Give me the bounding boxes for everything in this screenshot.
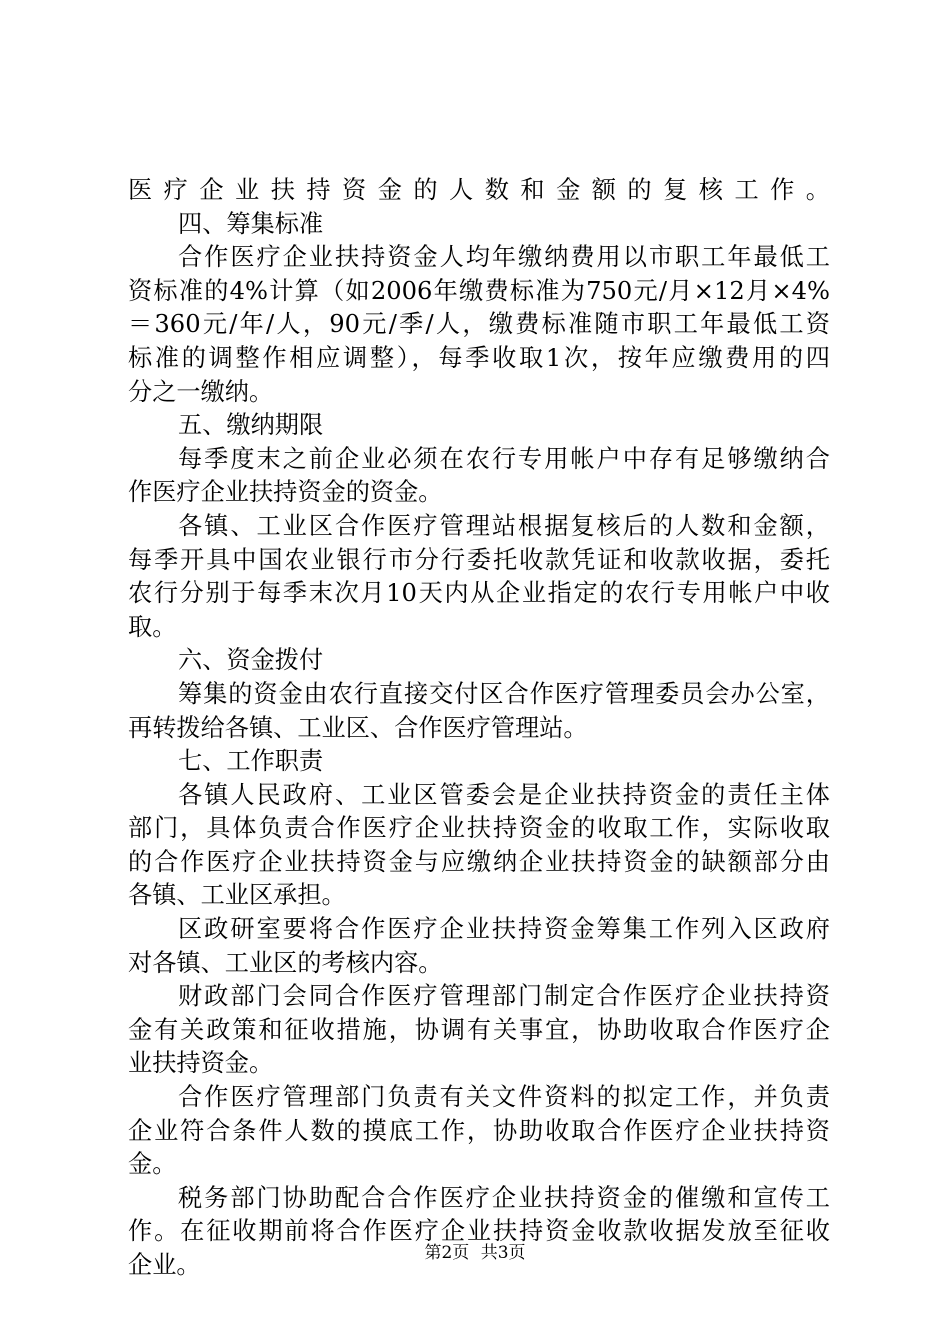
section-heading-6: 六、资金拨付 (178, 646, 324, 675)
text-line: 作。在征收期前将合作医疗企业扶持资金收款收据发放至征收 (128, 1217, 830, 1246)
text-line: 合作医疗企业扶持资金人均年缴纳费用以市职工年最低工 (178, 243, 830, 272)
text-line: 部门，具体负责合作医疗企业扶持资金的收取工作，实际收取 (128, 814, 830, 843)
text-line: 财政部门会同合作医疗管理部门制定合作医疗企业扶持资 (178, 982, 830, 1011)
text-line: 再转拨给各镇、工业区、合作医疗管理站。 (128, 713, 588, 742)
text-line: 税务部门协助配合合作医疗企业扶持资金的催缴和宣传工 (178, 1183, 830, 1212)
page-footer (0, 1242, 950, 1264)
text-line: 区政研室要将合作医疗企业扶持资金筹集工作列入区政府 (178, 915, 830, 944)
document-body (128, 174, 830, 1283)
section-heading-5: 五、缴纳期限 (178, 411, 324, 440)
section-heading-4: 四、筹集标准 (178, 209, 324, 238)
text-line: 对各镇、工业区的考核内容。 (128, 948, 443, 977)
text-line: 的合作医疗企业扶持资金与应缴纳企业扶持资金的缺额部分由 (128, 847, 830, 876)
text-line: 分之一缴纳。 (128, 377, 274, 406)
text-line: 金。 (128, 1150, 177, 1179)
text-line: 取。 (128, 612, 177, 641)
text-line: 农行分别于每季末次月10天内从企业指定的农行专用帐户中收 (128, 579, 830, 608)
text-line: 各镇、工业区承担。 (128, 881, 346, 910)
text-line: 各镇、工业区合作医疗管理站根据复核后的人数和金额， (178, 511, 830, 540)
text-line: ＝360元/年/人，90元/季/人，缴费标准随市职工年最低工资 (128, 310, 830, 339)
text-line: 标准的调整作相应调整），每季收取1次，按年应缴费用的四 (128, 343, 830, 372)
text-line: 资标准的4%计算（如2006年缴费标准为750元/月×12月×4% (128, 276, 830, 305)
page-total: 共3页 (480, 1243, 526, 1263)
section-heading-7: 七、工作职责 (178, 747, 324, 776)
text-line: 金有关政策和征收措施，协调有关事宜，协助收取合作医疗企 (128, 1015, 830, 1044)
text-line: 筹集的资金由农行直接交付区合作医疗管理委员会办公室， (178, 679, 830, 708)
text-line: 各镇人民政府、工业区管委会是企业扶持资金的责任主体 (178, 780, 830, 809)
text-line: 合作医疗管理部门负责有关文件资料的拟定工作，并负责 (178, 1083, 830, 1112)
text-line: 业扶持资金。 (128, 1049, 274, 1078)
text-line: 企业符合条件人数的摸底工作，协助收取合作医疗企业扶持资 (128, 1116, 830, 1145)
page-number: 第2页 (424, 1243, 470, 1263)
text-line: 医疗企业扶持资金的人数和金额的复核工作。 (128, 176, 830, 204)
text-line: 每季开具中国农业银行市分行委托收款凭证和收款收据，委托 (128, 545, 830, 574)
text-line: 每季度末之前企业必须在农行专用帐户中存有足够缴纳合 (178, 444, 830, 473)
text-line: 企业。 (128, 1251, 201, 1279)
text-line: 作医疗企业扶持资金的资金。 (128, 478, 443, 507)
